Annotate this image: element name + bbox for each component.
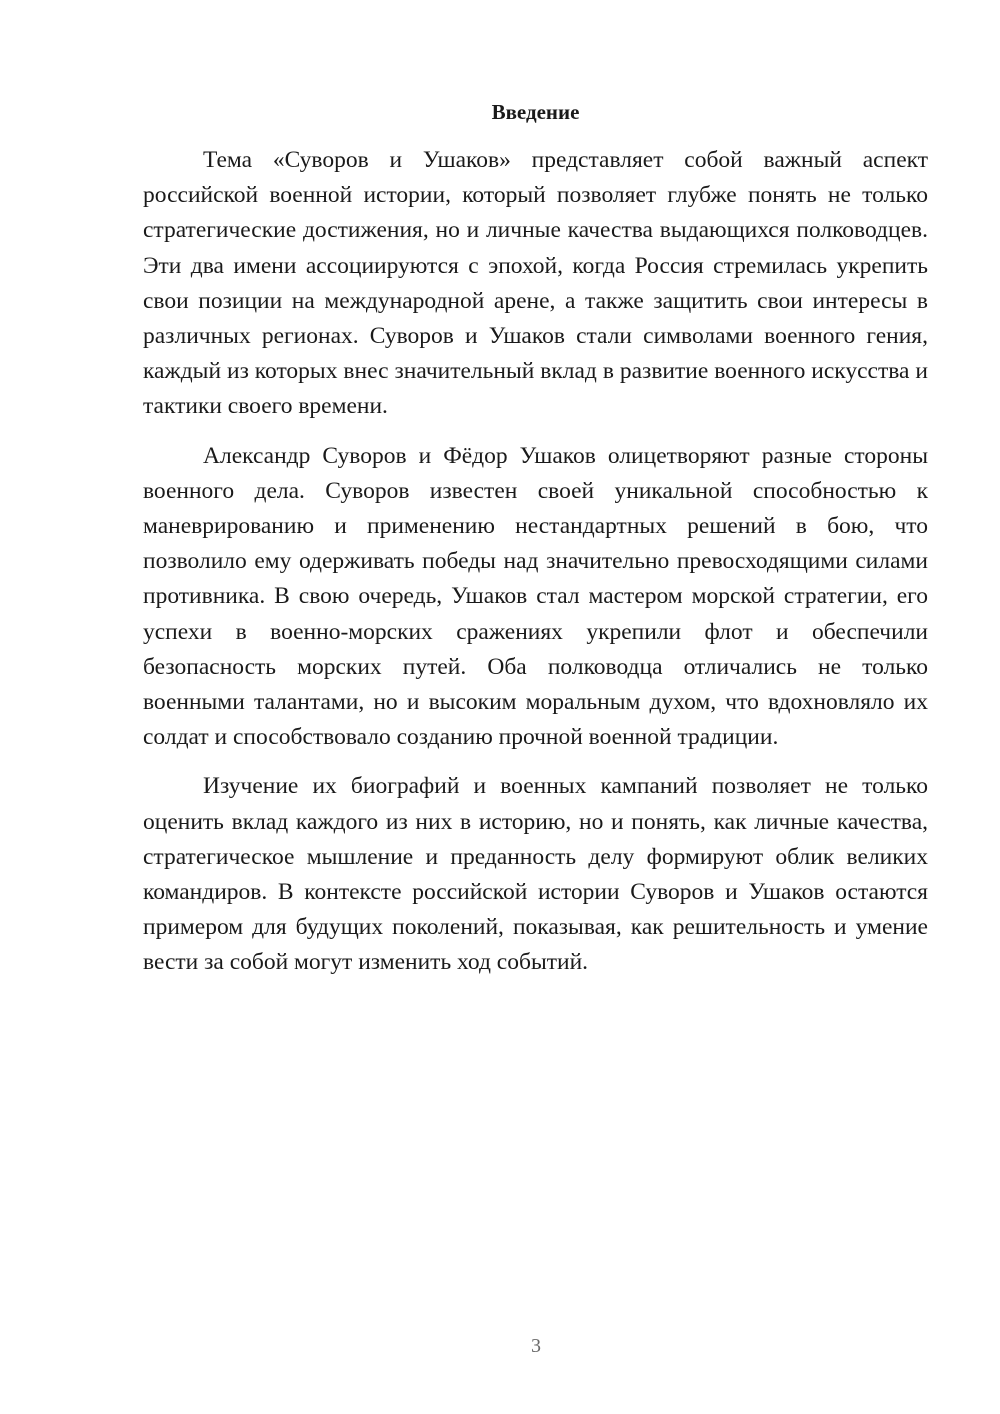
paragraph-2: Александр Суворов и Фёдор Ушаков олицетворяют разные стороны военного дела. Суворов известен своей уникальной способностью к маневрированию и применению нестандартных решений в бою, что позволило ему одерживать победы над значительно превосходящими силами противника. В свою очередь, Ушаков стал мастером морской стратегии, его успехи в военно-морских сражениях укрепили флот и обеспечили безопасность морских путей. Оба полководца отличались не только военными талантами, но и высоким моральным духом, что вдохновляло их солдат и способствовало созданию прочной военной традиции. xyxy=(143,442,928,751)
page-number: 3 xyxy=(531,1335,541,1357)
paragraph-1: Тема «Суворов и Ушаков» представляет собой важный аспект российской военной истории, который позволяет глубже понять не только стратегические достижения, но и личные качества выдающихся полководцев. Эти два имени ассоциируются с эпохой, когда Россия стремилась укрепить свои позиции на международной арене, а также защитить свои интересы в различных регионах. Суворов и Ушаков стали символами военного гения, каждый из которых внес значительный вклад в развитие военного искусства и тактики своего времени. xyxy=(143,147,928,420)
paragraph-3: Изучение их биографий и военных кампаний позволяет не только оценить вклад каждого из них в историю, но и понять, как личные качества, стратегическое мышление и преданность делу формируют облик великих командиров. В контексте российской истории Суворов и Ушаков остаются примером для будущих поколений, показывая, как решительность и умение вести за собой могут изменить ход событий. xyxy=(143,773,928,976)
page-title: Введение xyxy=(491,100,580,124)
body-text xyxy=(143,143,928,995)
